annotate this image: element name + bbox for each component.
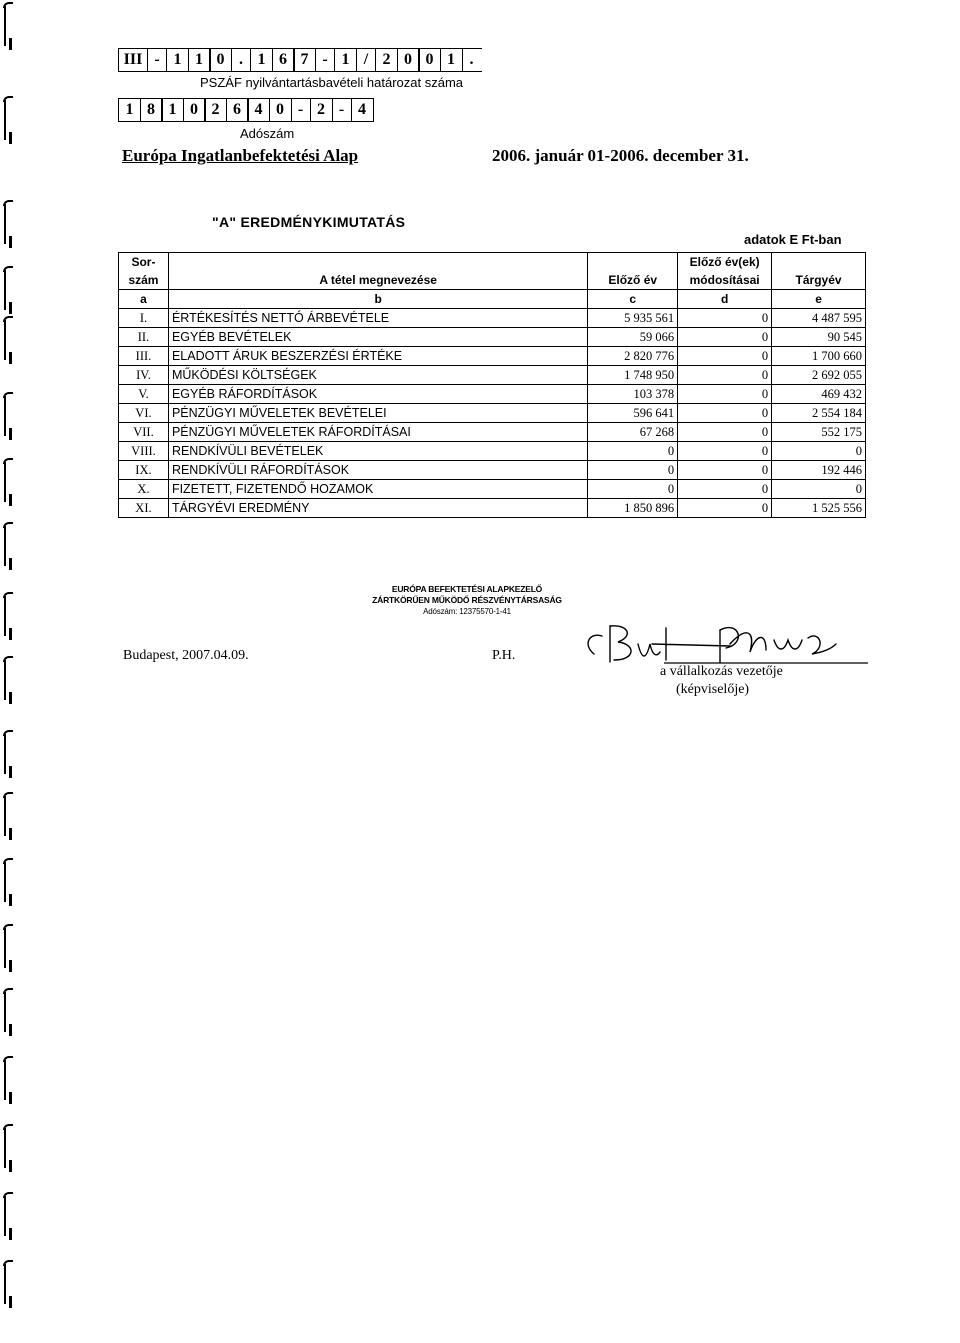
registration-digit-box: 1 xyxy=(166,48,189,72)
row-current-year: 552 175 xyxy=(772,423,866,442)
row-number: X. xyxy=(119,480,169,499)
row-number: I. xyxy=(119,309,169,328)
tax-digit-box: 1 xyxy=(118,98,141,122)
header-modifications-line2: módosításai xyxy=(678,271,772,290)
row-name: ELADOTT ÁRUK BESZERZÉSI ÉRTÉKE xyxy=(168,347,587,366)
row-name: EGYÉB RÁFORDÍTÁSOK xyxy=(168,385,587,404)
registration-digit-box: / xyxy=(356,48,377,72)
row-prev-year: 103 378 xyxy=(588,385,678,404)
table-row xyxy=(119,328,866,347)
signatory-subtitle: (képviselője) xyxy=(676,682,750,697)
letter-d: d xyxy=(678,290,772,309)
row-current-year: 1 700 660 xyxy=(772,347,866,366)
row-modifications: 0 xyxy=(678,328,772,347)
registration-digit-box: 1 xyxy=(250,48,273,72)
registration-digit-box: . xyxy=(461,48,482,72)
row-current-year: 1 525 556 xyxy=(772,499,866,518)
table-header-row xyxy=(119,253,866,272)
stamp-tax-number: Adószám: 12375570-1-41 xyxy=(423,607,511,616)
registration-digit-box: 1 xyxy=(440,48,463,72)
table-header-row-2 xyxy=(119,271,866,290)
binding-marks xyxy=(2,0,16,1343)
row-current-year: 469 432 xyxy=(772,385,866,404)
registration-digit-box: 0 xyxy=(418,48,441,72)
entity-name: Európa Ingatlanbefektetési Alap xyxy=(122,146,359,165)
row-current-year: 4 487 595 xyxy=(772,309,866,328)
header-szam: szám xyxy=(119,271,169,290)
row-name: RENDKÍVÜLI RÁFORDÍTÁSOK xyxy=(168,461,587,480)
letter-b: b xyxy=(168,290,587,309)
row-modifications: 0 xyxy=(678,480,772,499)
row-modifications: 0 xyxy=(678,385,772,404)
row-number: VIII. xyxy=(119,442,169,461)
income-statement-table xyxy=(118,252,866,518)
tax-digit-box: 6 xyxy=(226,98,249,122)
row-modifications: 0 xyxy=(678,423,772,442)
row-prev-year: 0 xyxy=(588,461,678,480)
row-number: II. xyxy=(119,328,169,347)
registration-digit-box: 0 xyxy=(397,48,420,72)
company-stamp xyxy=(372,584,562,617)
place-date: Budapest, 2007.04.09. xyxy=(123,648,249,663)
tax-digit-box: - xyxy=(331,98,352,122)
header-prev-year: Előző év xyxy=(588,271,678,290)
row-prev-year: 2 820 776 xyxy=(588,347,678,366)
ph-label: P.H. xyxy=(492,648,516,663)
tax-digit-box: 1 xyxy=(161,98,184,122)
header-modifications-line1: Előző év(ek) xyxy=(678,253,772,272)
letter-c: c xyxy=(588,290,678,309)
registration-digit-box: III xyxy=(118,48,148,72)
row-prev-year: 0 xyxy=(588,442,678,461)
reporting-period: 2006. január 01-2006. december 31. xyxy=(492,146,749,165)
units-label: adatok E Ft-ban xyxy=(744,232,842,247)
row-prev-year: 0 xyxy=(588,480,678,499)
stamp-line-1: EURÓPA BEFEKTETÉSI ALAPKEZELŐ xyxy=(391,584,543,594)
row-prev-year: 5 935 561 xyxy=(588,309,678,328)
registration-digit-box: - xyxy=(315,48,336,72)
row-current-year: 90 545 xyxy=(772,328,866,347)
row-current-year: 2 692 055 xyxy=(772,366,866,385)
row-name: PÉNZÜGYI MŰVELETEK RÁFORDÍTÁSAI xyxy=(168,423,587,442)
row-modifications: 0 xyxy=(678,366,772,385)
letter-a: a xyxy=(119,290,169,309)
tax-number-caption: Adószám xyxy=(240,126,295,141)
header-current-year: Tárgyév xyxy=(772,271,866,290)
table-row xyxy=(119,499,866,518)
row-modifications: 0 xyxy=(678,461,772,480)
table-row xyxy=(119,366,866,385)
row-number: III. xyxy=(119,347,169,366)
registration-digit-box: - xyxy=(147,48,168,72)
registration-caption: PSZÁF nyilvántartásbavételi határozat száma xyxy=(200,75,464,90)
tax-digit-box: 0 xyxy=(269,98,292,122)
row-prev-year: 67 268 xyxy=(588,423,678,442)
table-row xyxy=(119,480,866,499)
tax-digit-box: - xyxy=(290,98,311,122)
registration-digit-box: 1 xyxy=(188,48,211,72)
row-name: MŰKÖDÉSI KÖLTSÉGEK xyxy=(168,366,587,385)
row-number: V. xyxy=(119,385,169,404)
row-name: ÉRTÉKESÍTÉS NETTÓ ÁRBEVÉTELE xyxy=(168,309,587,328)
registration-digit-box: 7 xyxy=(293,48,316,72)
table-row xyxy=(119,442,866,461)
row-number: VII. xyxy=(119,423,169,442)
row-name: RENDKÍVÜLI BEVÉTELEK xyxy=(168,442,587,461)
tax-digit-box: 2 xyxy=(310,98,333,122)
row-modifications: 0 xyxy=(678,442,772,461)
registration-digit-box: . xyxy=(231,48,252,72)
row-modifications: 0 xyxy=(678,499,772,518)
registration-digit-box: 1 xyxy=(334,48,357,72)
table-row xyxy=(119,347,866,366)
header-sorszam: Sor- xyxy=(119,253,169,272)
table-row xyxy=(119,404,866,423)
row-number: IV. xyxy=(119,366,169,385)
row-current-year: 192 446 xyxy=(772,461,866,480)
row-prev-year: 59 066 xyxy=(588,328,678,347)
table-row xyxy=(119,385,866,404)
row-modifications: 0 xyxy=(678,347,772,366)
row-name: EGYÉB BEVÉTELEK xyxy=(168,328,587,347)
tax-digit-box: 4 xyxy=(351,98,374,122)
tax-digit-box: 4 xyxy=(247,98,270,122)
registration-digit-box: 0 xyxy=(209,48,232,72)
tax-digit-box: 0 xyxy=(183,98,206,122)
tax-digit-box: 2 xyxy=(204,98,227,122)
row-modifications: 0 xyxy=(678,404,772,423)
header-name: A tétel megnevezése xyxy=(168,271,587,290)
row-name: PÉNZÜGYI MŰVELETEK BEVÉTELEI xyxy=(168,404,587,423)
tax-digit-box: 8 xyxy=(140,98,163,122)
row-current-year: 2 554 184 xyxy=(772,404,866,423)
stamp-line-2: ZÁRTKÖRŰEN MŰKÖDŐ RÉSZVÉNYTÁRSASÁG xyxy=(372,595,562,605)
tax-number-boxes xyxy=(118,98,372,122)
row-modifications: 0 xyxy=(678,309,772,328)
row-prev-year: 1 850 896 xyxy=(588,499,678,518)
signatory-title: a vállalkozás vezetője xyxy=(660,664,783,679)
table-row xyxy=(119,423,866,442)
table-row xyxy=(119,309,866,328)
registration-digit-box: 2 xyxy=(375,48,398,72)
registration-digit-box: 6 xyxy=(272,48,295,72)
row-current-year: 0 xyxy=(772,480,866,499)
table-row xyxy=(119,461,866,480)
row-number: XI. xyxy=(119,499,169,518)
row-prev-year: 596 641 xyxy=(588,404,678,423)
registration-number-boxes xyxy=(118,48,481,72)
row-number: VI. xyxy=(119,404,169,423)
row-name: TÁRGYÉVI EREDMÉNY xyxy=(168,499,587,518)
row-current-year: 0 xyxy=(772,442,866,461)
letter-e: e xyxy=(772,290,866,309)
column-letter-row xyxy=(119,290,866,309)
row-number: IX. xyxy=(119,461,169,480)
row-name: FIZETETT, FIZETENDŐ HOZAMOK xyxy=(168,480,587,499)
row-prev-year: 1 748 950 xyxy=(588,366,678,385)
document-title: "A" EREDMÉNYKIMUTATÁS xyxy=(212,214,406,230)
